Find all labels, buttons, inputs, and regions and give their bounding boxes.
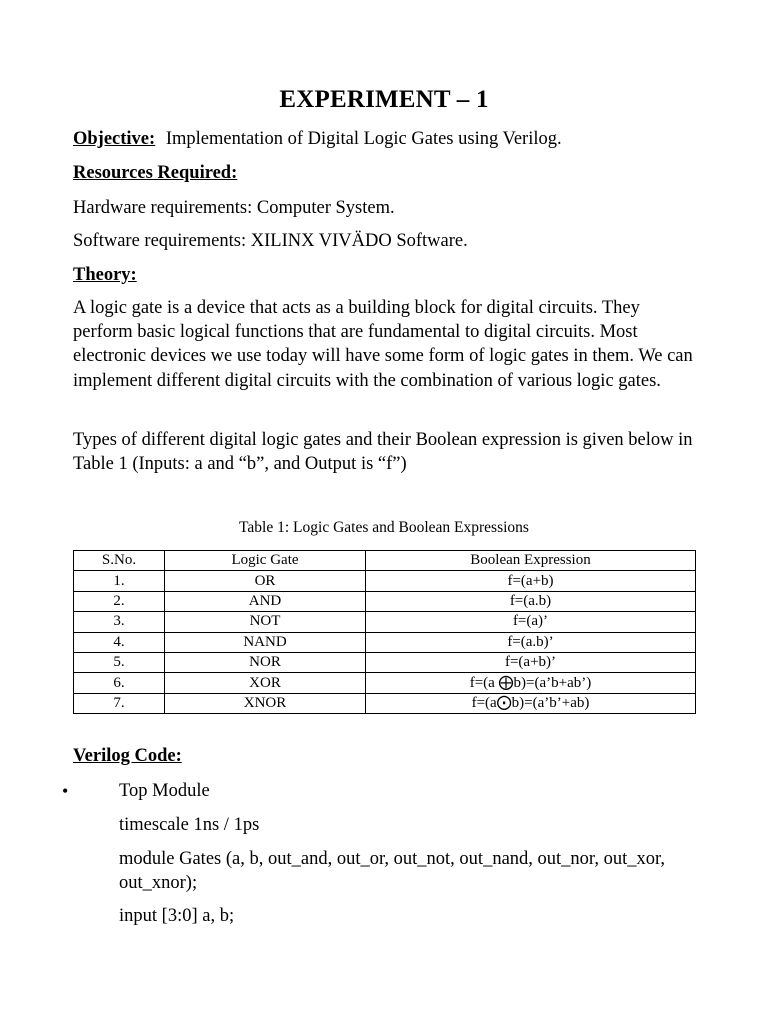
cell-gate: XOR (165, 673, 366, 693)
cell-gate: NAND (165, 632, 366, 652)
cell-sno: 3. (74, 612, 165, 632)
table-row (74, 612, 696, 632)
objective-line (73, 127, 562, 151)
resources-heading: Resources Required: (73, 163, 238, 183)
table-caption: Table 1: Logic Gates and Boolean Expressions (239, 519, 529, 536)
bullet-marker: • (62, 781, 69, 801)
cell-gate: NOT (165, 612, 366, 632)
column-header-logic-gate: Logic Gate (165, 551, 366, 571)
column-header-boolean-expression: Boolean Expression (366, 551, 696, 571)
cell-gate: OR (165, 571, 366, 591)
objective-text: Implementation of Digital Logic Gates using Verilog. (165, 129, 562, 149)
table-row (74, 571, 696, 591)
cell-sno: 2. (74, 591, 165, 611)
table-header-row (74, 551, 696, 571)
top-module-label: Top Module (119, 781, 210, 801)
page-title: EXPERIMENT – 1 (279, 86, 489, 113)
cell-sno: 7. (74, 693, 165, 713)
cell-expression: f=(a.b) (366, 591, 696, 611)
table-row (74, 591, 696, 611)
theory-heading: Theory: (73, 265, 137, 285)
module-declaration: module Gates (a, b, out_and, out_or, out_not, out_nand, out_nor, out_xor, out_xnor); (119, 849, 666, 893)
logic-gates-table (73, 550, 696, 714)
cell-expression: f=(a+b) (366, 571, 696, 591)
cell-sno: 5. (74, 652, 165, 672)
cell-expression: f=(a ⨁b)=(a’b+ab’) (366, 673, 696, 693)
cell-sno: 1. (74, 571, 165, 591)
table-row (74, 673, 696, 693)
cell-expression: f=(a+b)’ (366, 652, 696, 672)
input-declaration: input [3:0] a, b; (119, 906, 235, 926)
objective-label: Objective: (73, 129, 156, 149)
hardware-requirements: Hardware requirements: Computer System. (73, 198, 395, 218)
table-row (74, 693, 696, 713)
cell-sno: 4. (74, 632, 165, 652)
cell-expression: f=(a)’ (366, 612, 696, 632)
timescale-line: timescale 1ns / 1ps (119, 815, 260, 835)
cell-gate: XNOR (165, 693, 366, 713)
table-row (74, 632, 696, 652)
cell-gate: NOR (165, 652, 366, 672)
column-header-sno: S.No. (74, 551, 165, 571)
gate-types-paragraph: Types of different digital logic gates and their Boolean expression is given below in Table 1 (Inputs: a and “b”, and Output is “f”) (73, 430, 693, 475)
software-requirements: Software requirements: XILINX VIVÄDO Software. (73, 231, 468, 251)
cell-expression: f=(a⨀b)=(a’b’+ab) (366, 693, 696, 713)
verilog-heading: Verilog Code: (73, 746, 182, 766)
cell-expression: f=(a.b)’ (366, 632, 696, 652)
cell-sno: 6. (74, 673, 165, 693)
table-row (74, 652, 696, 672)
theory-paragraph: A logic gate is a device that acts as a building block for digital circuits. They perform basic logical functions that are fundamental to digital circuits. Most electronic devices we use today will have some form of logic gates in them. We can implement different digital circuits with the combination of various logic gates. (73, 298, 693, 391)
cell-gate: AND (165, 591, 366, 611)
